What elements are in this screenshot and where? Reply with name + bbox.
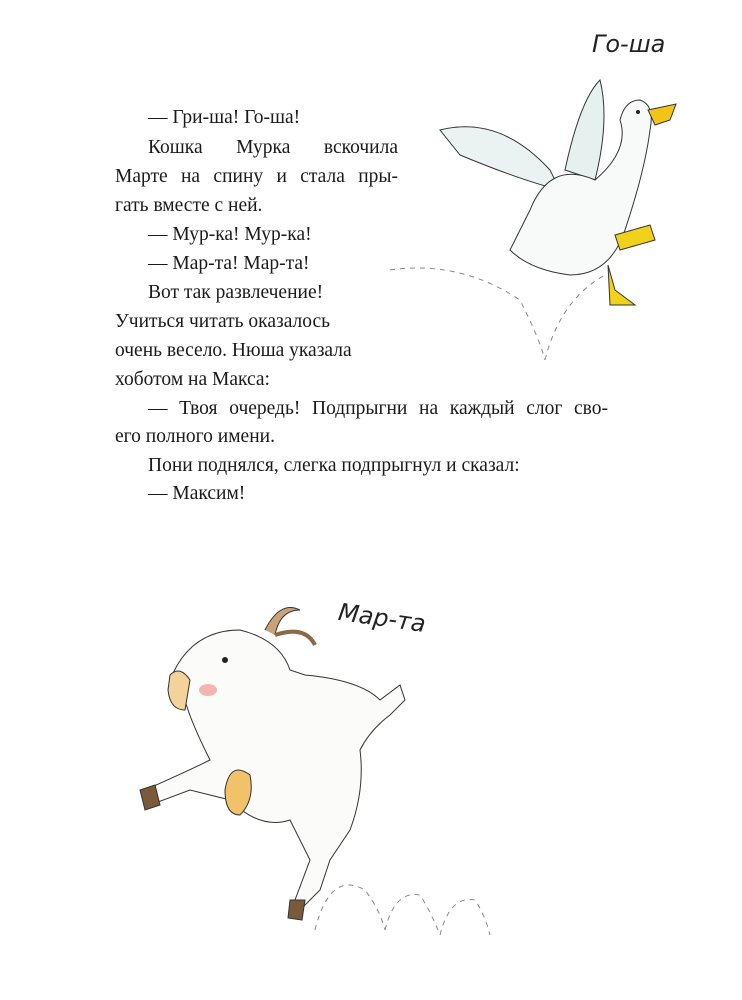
text-line: Пони поднялся, слегка подпрыгнул и сказал: <box>148 455 520 476</box>
text-line: Учиться читать оказалось <box>115 311 331 332</box>
goose-label: Го-ша <box>592 30 666 58</box>
text-line: хоботом на Макса: <box>115 369 270 390</box>
text-line: — Твоя очередь! Подпрыгни на каждый слог сво- <box>148 398 608 419</box>
goat-illustration <box>130 590 570 960</box>
text-line: очень весело. Нюша указала <box>115 340 352 361</box>
goat-label: Мар-та <box>336 598 428 638</box>
text-line: гать вместе с ней. <box>115 195 263 216</box>
text-line: Марте на спину и стала пры- <box>115 166 398 187</box>
text-line: его полного имени. <box>115 426 275 447</box>
text-line: — Максим! <box>148 483 246 504</box>
text-line: Кошка Мурка вскочила <box>148 137 398 158</box>
goose-illustration <box>380 60 700 360</box>
text-line: — Мар-та! Мар-та! <box>148 253 310 274</box>
text-line: — Гри-ша! Го-ша! <box>148 107 301 128</box>
text-line: Вот так развлечение! <box>148 282 324 303</box>
text-line: — Мур-ка! Мур-ка! <box>148 224 312 245</box>
